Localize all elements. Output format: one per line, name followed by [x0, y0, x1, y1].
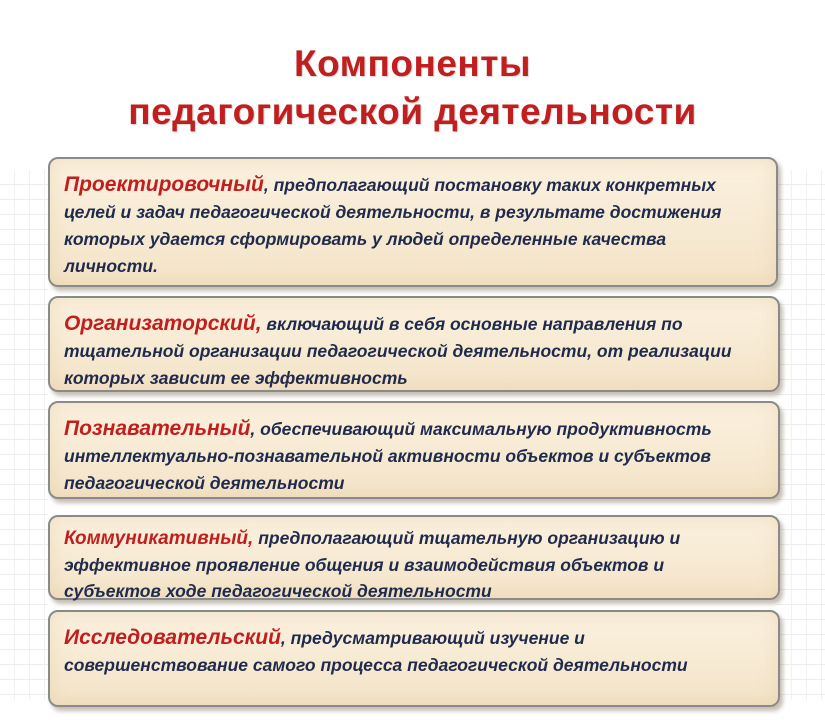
component-card-organizational	[48, 296, 780, 392]
component-description: , обеспечивающий максимальную продуктивность интеллектуально-познавательной активности объектов и субъектов педагогической деятельности	[64, 419, 712, 493]
component-term: Коммуникативный,	[64, 528, 254, 549]
title-line-1: Компоненты	[293, 43, 531, 84]
background-grid-right	[777, 170, 825, 700]
background-grid-left	[0, 170, 48, 700]
component-term: Проектировочный	[64, 173, 264, 196]
component-description: включающий в себя основные направления по тщательной организации педагогической деятельности, от реализации которых зависит ее эффективность	[64, 314, 732, 388]
component-card-communicative	[48, 515, 780, 600]
component-term: Исследовательский	[64, 626, 281, 649]
component-card-research	[48, 610, 780, 707]
component-card-cognitive	[48, 401, 780, 499]
page-title	[0, 40, 825, 136]
component-term: Познавательный	[64, 417, 251, 440]
component-card-design	[48, 157, 778, 287]
component-description: предполагающий тщательную организацию и эффективное проявление общения и взаимодействия объектов и субъектов ходе педагогической деятельности	[64, 528, 681, 601]
component-description: , предусматривающий изучение и совершенствование самого процесса педагогической деятельности	[64, 628, 688, 675]
component-description: , предполагающий постановку таких конкретных целей и задач педагогической деятельности, в результате достижения которых удается сформировать у людей определенные качества личности.	[64, 175, 722, 276]
title-line-2: педагогической деятельности	[128, 91, 697, 132]
component-term: Организаторский,	[64, 312, 262, 335]
